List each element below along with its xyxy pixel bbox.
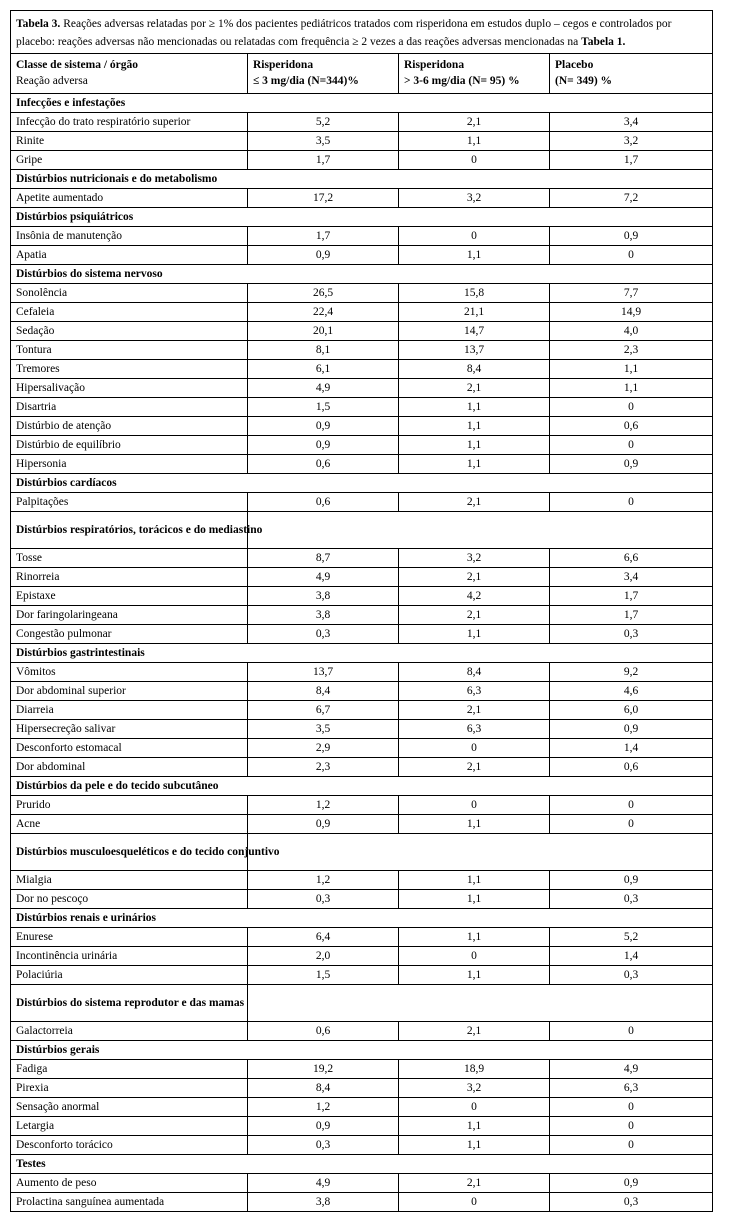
risperidone-high-value: 1,1	[399, 928, 550, 947]
reaction-name: Fadiga	[11, 1060, 248, 1079]
risperidone-low-value: 2,3	[248, 758, 399, 777]
header-placebo: Placebo (N= 349) %	[550, 54, 713, 94]
table-row	[11, 928, 713, 947]
placebo-value: 0	[550, 493, 713, 512]
section-filler	[248, 985, 713, 1022]
reaction-name: Hipersalivação	[11, 379, 248, 398]
reaction-name: Apatia	[11, 246, 248, 265]
placebo-value: 6,0	[550, 701, 713, 720]
table-row	[11, 720, 713, 739]
risperidone-low-value: 0,9	[248, 815, 399, 834]
risperidone-low-value: 2,0	[248, 947, 399, 966]
section-title: Distúrbios gastrintestinais	[11, 644, 713, 663]
table-row	[11, 132, 713, 151]
caption-ref: Tabela 1.	[581, 36, 626, 48]
reaction-name: Vômitos	[11, 663, 248, 682]
risperidone-low-value: 5,2	[248, 113, 399, 132]
risperidone-high-value: 18,9	[399, 1060, 550, 1079]
reaction-name: Mialgia	[11, 871, 248, 890]
table-caption-row	[11, 11, 713, 54]
table-header-row	[11, 54, 713, 94]
table-row	[11, 890, 713, 909]
risperidone-low-value: 26,5	[248, 284, 399, 303]
reaction-name: Dor abdominal	[11, 758, 248, 777]
risperidone-high-value: 0	[399, 151, 550, 170]
risperidone-high-value: 13,7	[399, 341, 550, 360]
placebo-value: 0	[550, 1136, 713, 1155]
placebo-value: 1,1	[550, 360, 713, 379]
section-header-row	[11, 1041, 713, 1060]
placebo-value: 0	[550, 796, 713, 815]
section-header-row	[11, 474, 713, 493]
risperidone-low-value: 6,7	[248, 701, 399, 720]
placebo-value: 7,7	[550, 284, 713, 303]
section-title: Distúrbios do sistema reprodutor e das mamas	[11, 985, 248, 1022]
table-row	[11, 796, 713, 815]
section-title: Distúrbios renais e urinários	[11, 909, 713, 928]
reaction-name: Desconforto torácico	[11, 1136, 248, 1155]
section-title: Distúrbios cardíacos	[11, 474, 713, 493]
risperidone-high-value: 0	[399, 227, 550, 246]
table-row	[11, 379, 713, 398]
reaction-name: Desconforto estomacal	[11, 739, 248, 758]
risperidone-low-value: 0,6	[248, 455, 399, 474]
placebo-value: 0	[550, 246, 713, 265]
risperidone-high-value: 1,1	[399, 625, 550, 644]
table-row	[11, 1174, 713, 1193]
risperidone-high-value: 1,1	[399, 1136, 550, 1155]
table-row	[11, 966, 713, 985]
section-header-row	[11, 170, 713, 189]
risperidone-low-value: 8,4	[248, 682, 399, 701]
risperidone-low-value: 4,9	[248, 568, 399, 587]
placebo-value: 0,3	[550, 1193, 713, 1212]
placebo-value: 1,4	[550, 947, 713, 966]
section-header-row	[11, 777, 713, 796]
risperidone-low-value: 2,9	[248, 739, 399, 758]
placebo-value: 0	[550, 436, 713, 455]
table-row	[11, 113, 713, 132]
risperidone-low-value: 8,4	[248, 1079, 399, 1098]
table-row	[11, 493, 713, 512]
section-header-row	[11, 265, 713, 284]
table-row	[11, 1098, 713, 1117]
table-caption	[11, 11, 713, 54]
risperidone-high-value: 6,3	[399, 720, 550, 739]
reaction-name: Infecção do trato respiratório superior	[11, 113, 248, 132]
placebo-value: 6,6	[550, 549, 713, 568]
placebo-value: 4,6	[550, 682, 713, 701]
reaction-name: Galactorreia	[11, 1022, 248, 1041]
header-system-organ: Classe de sistema / órgão Reação adversa	[11, 54, 248, 94]
reaction-name: Incontinência urinária	[11, 947, 248, 966]
section-title: Distúrbios musculoesqueléticos e do tecido conjuntivo	[11, 834, 248, 871]
risperidone-high-value: 0	[399, 739, 550, 758]
placebo-value: 14,9	[550, 303, 713, 322]
risperidone-low-value: 3,8	[248, 1193, 399, 1212]
placebo-value: 4,0	[550, 322, 713, 341]
reaction-name: Diarreia	[11, 701, 248, 720]
adverse-reactions-table	[10, 10, 713, 1212]
risperidone-high-value: 3,2	[399, 189, 550, 208]
table-row	[11, 1136, 713, 1155]
reaction-name: Insônia de manutenção	[11, 227, 248, 246]
risperidone-high-value: 2,1	[399, 701, 550, 720]
caption-label: Tabela 3.	[16, 18, 61, 30]
risperidone-high-value: 1,1	[399, 1117, 550, 1136]
risperidone-low-value: 0,3	[248, 890, 399, 909]
reaction-name: Dor no pescoço	[11, 890, 248, 909]
placebo-value: 1,7	[550, 587, 713, 606]
table-row	[11, 549, 713, 568]
table-row	[11, 360, 713, 379]
risperidone-low-value: 1,5	[248, 966, 399, 985]
reaction-name: Rinorreia	[11, 568, 248, 587]
table-row	[11, 227, 713, 246]
reaction-name: Aumento de peso	[11, 1174, 248, 1193]
section-filler	[248, 512, 713, 549]
table-row	[11, 701, 713, 720]
placebo-value: 5,2	[550, 928, 713, 947]
section-header-row	[11, 644, 713, 663]
risperidone-low-value: 22,4	[248, 303, 399, 322]
table-row	[11, 398, 713, 417]
section-title: Distúrbios psiquiátricos	[11, 208, 713, 227]
section-title: Distúrbios gerais	[11, 1041, 713, 1060]
risperidone-high-value: 2,1	[399, 1022, 550, 1041]
risperidone-high-value: 1,1	[399, 417, 550, 436]
table-row	[11, 739, 713, 758]
placebo-value: 0,9	[550, 720, 713, 739]
risperidone-high-value: 1,1	[399, 815, 550, 834]
reaction-name: Tosse	[11, 549, 248, 568]
reaction-name: Distúrbio de atenção	[11, 417, 248, 436]
table-row	[11, 682, 713, 701]
section-header-row	[11, 94, 713, 113]
placebo-value: 0,6	[550, 417, 713, 436]
risperidone-low-value: 1,7	[248, 151, 399, 170]
placebo-value: 3,4	[550, 568, 713, 587]
table-row	[11, 303, 713, 322]
risperidone-high-value: 3,2	[399, 1079, 550, 1098]
reaction-name: Rinite	[11, 132, 248, 151]
risperidone-high-value: 21,1	[399, 303, 550, 322]
reaction-name: Dor faringolaringeana	[11, 606, 248, 625]
risperidone-low-value: 3,8	[248, 587, 399, 606]
section-header-row	[11, 834, 713, 871]
risperidone-high-value: 8,4	[399, 360, 550, 379]
section-header-row	[11, 208, 713, 227]
table-row	[11, 625, 713, 644]
section-header-row	[11, 1155, 713, 1174]
risperidone-high-value: 1,1	[399, 890, 550, 909]
placebo-value: 0	[550, 398, 713, 417]
reaction-name: Hipersecreção salivar	[11, 720, 248, 739]
risperidone-low-value: 0,3	[248, 625, 399, 644]
risperidone-high-value: 1,1	[399, 246, 550, 265]
reaction-name: Epistaxe	[11, 587, 248, 606]
table-row	[11, 1022, 713, 1041]
risperidone-low-value: 3,5	[248, 132, 399, 151]
risperidone-high-value: 1,1	[399, 455, 550, 474]
section-title: Distúrbios respiratórios, torácicos e do mediastino	[11, 512, 248, 549]
placebo-value: 0	[550, 1098, 713, 1117]
table-row	[11, 151, 713, 170]
risperidone-low-value: 1,2	[248, 1098, 399, 1117]
placebo-value: 0	[550, 1117, 713, 1136]
risperidone-low-value: 0,6	[248, 1022, 399, 1041]
risperidone-high-value: 1,1	[399, 871, 550, 890]
risperidone-high-value: 3,2	[399, 549, 550, 568]
risperidone-high-value: 8,4	[399, 663, 550, 682]
risperidone-low-value: 0,9	[248, 246, 399, 265]
table-row	[11, 1117, 713, 1136]
risperidone-low-value: 0,3	[248, 1136, 399, 1155]
risperidone-low-value: 0,9	[248, 417, 399, 436]
risperidone-low-value: 4,9	[248, 1174, 399, 1193]
table-row	[11, 341, 713, 360]
risperidone-low-value: 13,7	[248, 663, 399, 682]
table-row	[11, 663, 713, 682]
placebo-value: 9,2	[550, 663, 713, 682]
reaction-name: Sonolência	[11, 284, 248, 303]
risperidone-low-value: 3,5	[248, 720, 399, 739]
risperidone-low-value: 1,7	[248, 227, 399, 246]
reaction-name: Prolactina sanguínea aumentada	[11, 1193, 248, 1212]
reaction-name: Polaciúria	[11, 966, 248, 985]
section-title: Distúrbios nutricionais e do metabolismo	[11, 170, 713, 189]
section-filler	[248, 834, 713, 871]
caption-text: Reações adversas relatadas por ≥ 1% dos pacientes pediátricos tratados com risperidona em estudos duplo – cegos e controlados por placebo: reações adversas não mencionadas ou relatadas com frequência ≥ 2 vezes a das reações adversas mencionadas na	[16, 18, 672, 48]
reaction-name: Disartria	[11, 398, 248, 417]
table-row	[11, 189, 713, 208]
section-title: Testes	[11, 1155, 713, 1174]
risperidone-high-value: 4,2	[399, 587, 550, 606]
placebo-value: 4,9	[550, 1060, 713, 1079]
placebo-value: 1,7	[550, 606, 713, 625]
risperidone-high-value: 1,1	[399, 966, 550, 985]
reaction-name: Letargia	[11, 1117, 248, 1136]
placebo-value: 0,9	[550, 1174, 713, 1193]
reaction-name: Tremores	[11, 360, 248, 379]
reaction-name: Palpitações	[11, 493, 248, 512]
risperidone-high-value: 2,1	[399, 758, 550, 777]
risperidone-high-value: 1,1	[399, 436, 550, 455]
table-row	[11, 1193, 713, 1212]
risperidone-low-value: 19,2	[248, 1060, 399, 1079]
reaction-name: Cefaleia	[11, 303, 248, 322]
reaction-name: Acne	[11, 815, 248, 834]
table-row	[11, 871, 713, 890]
placebo-value: 2,3	[550, 341, 713, 360]
header-risperidone-high: Risperidona > 3-6 mg/dia (N= 95) %	[399, 54, 550, 94]
table-row	[11, 606, 713, 625]
reaction-name: Sedação	[11, 322, 248, 341]
table-row	[11, 947, 713, 966]
risperidone-low-value: 3,8	[248, 606, 399, 625]
placebo-value: 6,3	[550, 1079, 713, 1098]
placebo-value: 0,6	[550, 758, 713, 777]
risperidone-high-value: 0	[399, 796, 550, 815]
risperidone-low-value: 20,1	[248, 322, 399, 341]
risperidone-low-value: 6,4	[248, 928, 399, 947]
risperidone-low-value: 8,7	[248, 549, 399, 568]
section-header-row	[11, 985, 713, 1022]
risperidone-low-value: 0,9	[248, 1117, 399, 1136]
placebo-value: 3,4	[550, 113, 713, 132]
reaction-name: Dor abdominal superior	[11, 682, 248, 701]
reaction-name: Tontura	[11, 341, 248, 360]
section-title: Infecções e infestações	[11, 94, 713, 113]
reaction-name: Hipersonia	[11, 455, 248, 474]
risperidone-high-value: 2,1	[399, 113, 550, 132]
reaction-name: Gripe	[11, 151, 248, 170]
risperidone-high-value: 6,3	[399, 682, 550, 701]
placebo-value: 0	[550, 1022, 713, 1041]
risperidone-high-value: 2,1	[399, 606, 550, 625]
risperidone-high-value: 2,1	[399, 493, 550, 512]
risperidone-high-value: 0	[399, 1098, 550, 1117]
risperidone-high-value: 0	[399, 947, 550, 966]
risperidone-low-value: 4,9	[248, 379, 399, 398]
risperidone-high-value: 2,1	[399, 379, 550, 398]
placebo-value: 1,4	[550, 739, 713, 758]
reaction-name: Apetite aumentado	[11, 189, 248, 208]
table-row	[11, 455, 713, 474]
reaction-name: Distúrbio de equilíbrio	[11, 436, 248, 455]
risperidone-high-value: 0	[399, 1193, 550, 1212]
risperidone-low-value: 0,9	[248, 436, 399, 455]
table-row	[11, 246, 713, 265]
placebo-value: 1,1	[550, 379, 713, 398]
table-row	[11, 568, 713, 587]
reaction-name: Enurese	[11, 928, 248, 947]
risperidone-high-value: 1,1	[399, 398, 550, 417]
placebo-value: 0,9	[550, 871, 713, 890]
placebo-value: 0,3	[550, 966, 713, 985]
section-header-row	[11, 909, 713, 928]
reaction-name: Pirexia	[11, 1079, 248, 1098]
placebo-value: 1,7	[550, 151, 713, 170]
placebo-value: 3,2	[550, 132, 713, 151]
table-row	[11, 758, 713, 777]
table-row	[11, 587, 713, 606]
section-title: Distúrbios do sistema nervoso	[11, 265, 713, 284]
placebo-value: 7,2	[550, 189, 713, 208]
table-row	[11, 284, 713, 303]
placebo-value: 0,3	[550, 890, 713, 909]
reaction-name: Sensação anormal	[11, 1098, 248, 1117]
table-row	[11, 436, 713, 455]
risperidone-high-value: 15,8	[399, 284, 550, 303]
risperidone-low-value: 1,2	[248, 871, 399, 890]
risperidone-high-value: 2,1	[399, 568, 550, 587]
table-row	[11, 815, 713, 834]
risperidone-high-value: 1,1	[399, 132, 550, 151]
section-title: Distúrbios da pele e do tecido subcutâneo	[11, 777, 713, 796]
table-row	[11, 417, 713, 436]
reaction-name: Congestão pulmonar	[11, 625, 248, 644]
placebo-value: 0,3	[550, 625, 713, 644]
placebo-value: 0,9	[550, 227, 713, 246]
risperidone-low-value: 1,5	[248, 398, 399, 417]
risperidone-low-value: 8,1	[248, 341, 399, 360]
reaction-name: Prurido	[11, 796, 248, 815]
section-header-row	[11, 512, 713, 549]
risperidone-low-value: 6,1	[248, 360, 399, 379]
header-risperidone-low: Risperidona ≤ 3 mg/dia (N=344)%	[248, 54, 399, 94]
risperidone-high-value: 2,1	[399, 1174, 550, 1193]
risperidone-high-value: 14,7	[399, 322, 550, 341]
placebo-value: 0,9	[550, 455, 713, 474]
placebo-value: 0	[550, 815, 713, 834]
risperidone-low-value: 17,2	[248, 189, 399, 208]
risperidone-low-value: 0,6	[248, 493, 399, 512]
table-row	[11, 1079, 713, 1098]
risperidone-low-value: 1,2	[248, 796, 399, 815]
table-row	[11, 322, 713, 341]
table-row	[11, 1060, 713, 1079]
